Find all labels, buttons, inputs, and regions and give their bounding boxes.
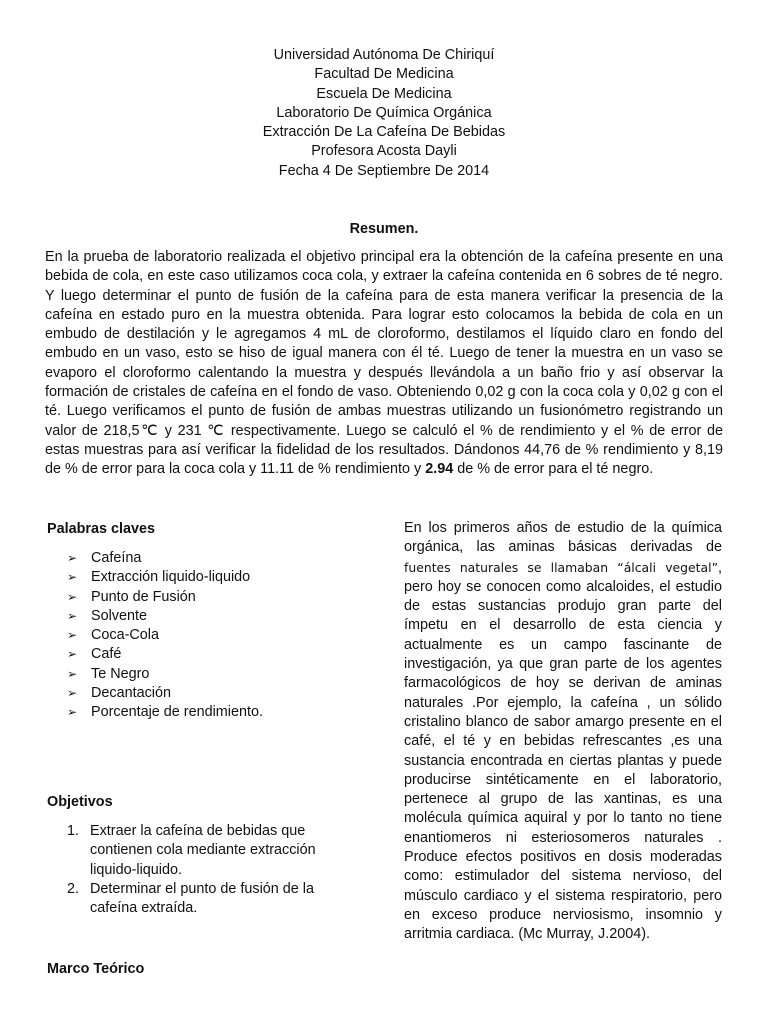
keyword-item <box>67 665 263 684</box>
objective-number: 1. <box>67 823 80 839</box>
objective-item <box>67 822 347 880</box>
keyword-item <box>67 568 263 587</box>
keyword-label: Te Negro <box>91 665 150 682</box>
keyword-item <box>67 549 263 568</box>
arrow-bullet-icon: ➢ <box>67 589 78 604</box>
arrow-bullet-icon: ➢ <box>67 705 78 720</box>
arrow-bullet-icon: ➢ <box>67 628 78 643</box>
lab-name: Laboratorio De Química Orgánica <box>276 104 492 121</box>
intro-text-part-1: En los primeros años de estudio de la química orgánica, las aminas básicas derivadas de <box>404 520 722 556</box>
school-name: Escuela De Medicina <box>316 85 452 102</box>
arrow-bullet-icon: ➢ <box>67 608 78 623</box>
keyword-label: Café <box>91 646 122 663</box>
keyword-item <box>67 588 263 607</box>
keyword-item <box>67 703 263 722</box>
intro-paragraph <box>404 519 722 945</box>
arrow-bullet-icon: ➢ <box>67 666 78 681</box>
abstract-paragraph <box>45 248 723 480</box>
professor-name: Profesora Acosta Dayli <box>311 143 457 160</box>
university-name: Universidad Autónoma De Chiriquí <box>273 47 495 63</box>
objective-text: Extraer la cafeína de bebidas que contienen cola mediante extracción liquido-liquido. <box>90 823 316 878</box>
keyword-label: Porcentaje de rendimiento. <box>91 704 263 721</box>
keyword-label: Punto de Fusión <box>91 588 196 605</box>
keyword-label: Extracción liquido-liquido <box>91 569 251 586</box>
document-title: Extracción De La Cafeína De Bebidas <box>262 124 506 141</box>
marco-teorico-heading: Marco Teórico <box>47 961 145 977</box>
document-header <box>0 46 768 181</box>
objective-number: 2. <box>67 880 80 897</box>
keyword-item <box>67 684 263 703</box>
abstract-bold-value: 2.94 <box>425 461 454 478</box>
keywords-heading: Palabras claves <box>47 521 156 537</box>
keywords-list <box>67 549 263 723</box>
abstract-text-part-2: de % de error para el té negro. <box>453 461 654 478</box>
intro-text-part-2: , pero hoy se conocen como alcaloides, el estudio de estas sustancias produjo gran parte del ímpetu en el desarrollo de esta ciencia y actualmente es un campo fascinante de investigación, ya que gran parte de los agentes farmacológicos de hoy se derivan de aminas naturales .Por ejemplo, la cafeína , un sólido cristalino blanco de sabor amargo presente en el café, el té y en bebidas refrescantes ,es una sustancia encontrada en ciertas plantas y puede producirse sintéticamente en el laboratorio, pertenece al grupo de las xantinas, es una molécula química aquiral y por lo tanto no tiene enantiomeros ni esteriosomeros naturales . Produce efectos positivos en dosis moderadas como: estimulador del sistema nervioso, del músculo cardiaco y el sistema respiratorio, pero en exceso produce nerviosismo, insomnio y arritmia cardiaca. (Mc Murray, J.2004). <box>404 559 722 943</box>
objectives-list <box>67 822 347 918</box>
keyword-item <box>67 607 263 626</box>
keyword-item <box>67 626 263 645</box>
keyword-label: Cafeína <box>91 550 142 566</box>
abstract-text-part-1: En la prueba de laboratorio realizada el objetivo principal era la obtención de la cafeína presente en una bebida de cola, en este caso utilizamos coca cola, y extraer la cafeína contenida en 6 sobres de té negro. Y luego determinar el punto de fusión de la cafeína para de esta manera verificar la presencia de la cafeína en estado puro en la muestra obtenida. Para lograr esto colocamos la bebida de cola en un embudo de destilación y le agregamos 4 mL de cloroformo, destilamos el líquido claro en fondo del embudo en un vaso, esto se hiso de igual manera con él té. Luego de tener la muestra en un vaso se evaporo el cloroformo calentando la muestra y después llevándola a un baño frio y así observar la formación de cristales de cafeína en el fondo de vaso. Obteniendo 0,02 g con la coca cola y 0,02 g con el té. Luego verificamos el punto de fusión de ambas muestras utilizando un fusionómetro registrando un valor de 218,5℃ y 231 ℃ respectivamente. Luego se calculó el % de rendimiento y el % de error de estas muestras para así verificar la fidelidad de los resultados. Dándonos 44,76 de % rendimiento y 8,19 de % de error para la coca cola y 11.11 de % rendimiento y <box>45 249 723 478</box>
objective-text: Determinar el punto de fusión de la cafeína extraída. <box>90 880 314 917</box>
keyword-label: Coca-Cola <box>91 627 159 644</box>
intro-quote-text: fuentes naturales se llamaban “álcali vegetal” <box>404 559 718 575</box>
faculty-name: Facultad De Medicina <box>314 66 454 83</box>
keyword-label: Decantación <box>91 685 171 702</box>
arrow-bullet-icon: ➢ <box>67 570 78 585</box>
abstract-heading: Resumen. <box>349 221 419 237</box>
arrow-bullet-icon: ➢ <box>67 686 78 701</box>
objective-item <box>67 880 347 919</box>
arrow-bullet-icon: ➢ <box>67 647 78 662</box>
arrow-bullet-icon: ➢ <box>67 551 78 565</box>
keyword-label: Solvente <box>91 607 148 624</box>
document-date: Fecha 4 De Septiembre De 2014 <box>278 162 490 179</box>
keyword-item <box>67 645 263 664</box>
objectives-heading: Objetivos <box>47 794 113 810</box>
